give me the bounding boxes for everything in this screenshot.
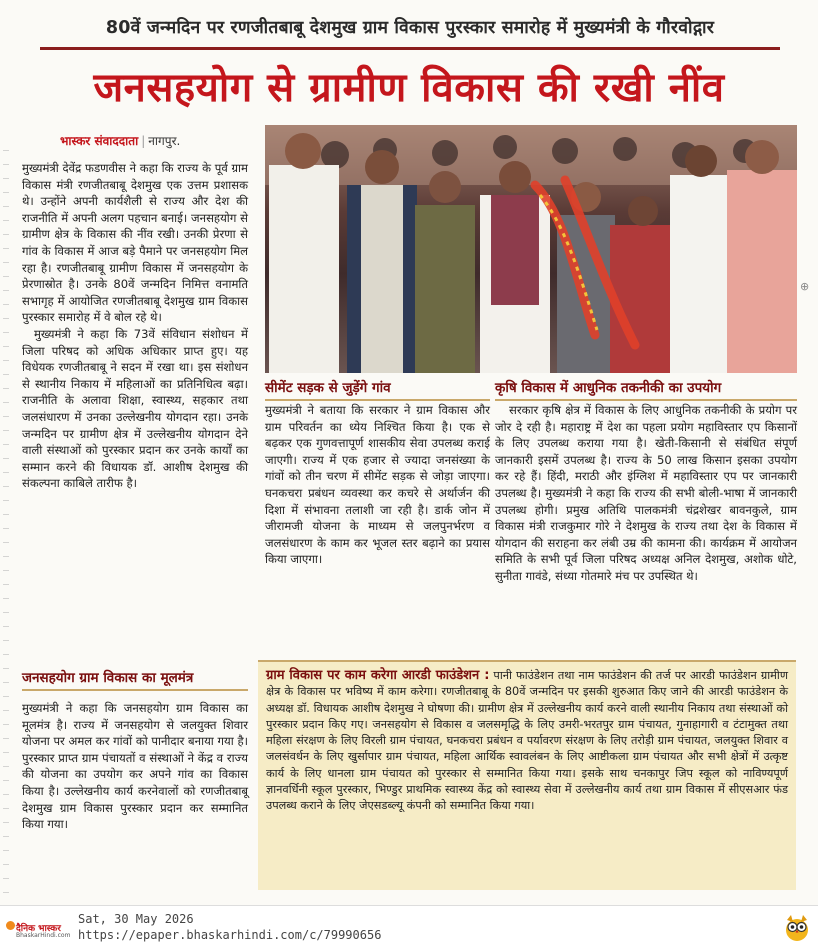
right-column (495, 402, 797, 585)
logo-text: दैनिक भास्कर (16, 924, 61, 934)
left-paragraph-3: मुख्यमंत्री ने कहा कि जनसहयोग ग्राम विकास का मूलमंत्र है। राज्य में जनसहयोग से जलयुक्त शिवार योजना पर अमल कर गांवों को पानीदार बनाया गया है। पुरस्कार प्राप्त ग्राम पंचायतों व संस्थाओं ने केंद्र व राज्य की योजना का उपयोग कर अपने गांव का विकास किया है। उल्लेखनीय कार्य करनेवालों को रणजीतबाबू देशमुख ग्राम विकास पुरस्कार प्रदान कर सम्मानित किया गया। (22, 701, 248, 832)
kicker-headline: 80वें जन्मदिन पर रणजीतबाबू देशमुख ग्राम विकास पुरस्कार समारोह में मुख्यमंत्री के गौरवोद्गार (40, 10, 780, 50)
left-subhead: जनसहयोग ग्राम विकास का मूलमंत्र (22, 668, 248, 691)
owl-icon[interactable] (784, 914, 810, 942)
logo-dot-icon (6, 921, 15, 930)
main-headline: जनसहयोग से ग्रामीण विकास की रखी नींव (93, 65, 725, 111)
byline (60, 132, 180, 149)
footer-meta (78, 911, 381, 943)
right-paragraph-1: सरकार कृषि क्षेत्र में विकास के लिए आधुनिक तकनीकी के प्रयोग पर जोर दे रही है। महाराष्ट्र में देश का पहला प्रयोग महाविस्तार एप किसानों के लिए उपलब्ध कराया गया है। खेती-किसानी से संबंधित संपूर्ण जानकारी इसमें उपलब्ध है। राज्य के 50 लाख किसान इसका उपयोग कर रहे हैं। हिंदी, मराठी और इंग्लिश में महाविस्तार एप पर जानकारी उपलब्ध है। मुख्यमंत्री ने कहा कि राज्य की सभी बोली-भाषा में जानकारी उपलब्ध होगी। प्रमुख अतिथि पालकमंत्री चंद्रशेखर बावनकुले, ग्राम विकास मंत्री राजकुमार गोरे ने देशमुख के राज्य तथा देश के विकास में योगदान की सराहना कर लंबी उम्र की कामना की। कार्यक्रम में आयोजन समिति के सभी पूर्व जिला परिषद अध्यक्ष अनिल देशमुख, अशोक धोटे, सुनीता गावंडे, संध्या गोतमारे मंच पर उपस्थित थे। (495, 403, 797, 583)
left-paragraph-1: मुख्यमंत्री देवेंद्र फडणवीस ने कहा कि राज्य के पूर्व ग्राम विकास मंत्री रणजीतबाबू देशमुख एक उत्तम प्रशासक थे। उन्होंने अपनी कार्यशैली से राज्य और देश की राजनीति में अपनी अलग पहचान बनाई। जनसहयोग से ग्रामीण क्षेत्र के विकास की नींव रखी। उनकी प्रेरणा से गांव के विकास में आज बड़े पैमाने पर जनसहयोग मिल रहा है। रणजीतबाबू ग्रामीण विकास में जनसहयोग के प्रेरणास्रोत है। उनके 80वें जन्मदिन निमित्त वनामति सभागृह में आयोजित रणजीतबाबू देशमुख ग्राम विकास पुरस्कार समारोह में वे बोल रहे थे। (22, 161, 248, 325)
left-paragraph-2: मुख्यमंत्री ने कहा कि 73वें संविधान संशोधन में जिला परिषद को अधिक अधिकार प्राप्त हुए। यह विधेयक रणजीतबाबू ने सदन में रखा था। इस संशोधन से स्थानीय निकाय में महिलाओं का प्रतिनिधित्व बढ़ा। राजनीति के अलावा शिक्षा, स्वास्थ्य, सहकार तथा जलसंधारण में उनका उल्लेखनीय योगदान रहा। उनके जन्मदिन पर ग्रामीण क्षेत्र में उल्लेखनीय योगदान देने वाली संस्थाओं को पुरस्कार प्रदान कर उनके कार्यों का सम्मान करने की विधायक डॉ. आशीष देशमुख की संकल्पना काबिले तारीफ है। (22, 326, 248, 491)
highlight-text: पानी फाउंडेशन तथा नाम फाउंडेशन की तर्ज पर आरडी फाउंडेशन ग्रामीण क्षेत्र के विकास पर भविष्य में काम करेगा। रणजीतबाबू के 80वें जन्मदिन पर इसकी शुरुआत किए जाने की आरडी फाउंडेशन के अध्यक्ष डॉ. विधायक आशीष देशमुख ने घोषणा की। ग्रामीण क्षेत्र में उल्लेखनीय कार्य करने वाली स्थानीय निकाय तथा संस्थाओं को पुरस्कार प्रदान किए गए। जनसहयोग से विकास व जलसमृद्धि के लिए उमरी-भरतपुर ग्राम पंचायत, गुनाहागारी व टंटामुक्त तथा महिला संरक्षण के लिए विरली ग्राम पंचायत, घनकचरा प्रबंधन व पर्यावरण संरक्षण के लिए तरोड़ी ग्राम पंचायत, जलयुक्त शिवार व जलसंवर्धन के लिए खुर्सापार ग्राम पंचायत, महिला आर्थिक स्वावलंबन के लिए आष्टीकला ग्राम पंचायत और सभी क्षेत्रों में उत्कृष्ट कार्य के लिए धानला ग्राम पंचायत को पुरस्कार से सम्मानित किया गया। इसके साथ चनकापुर जिप स्कूल को नाविण्यपूर्ण ज्ञानवर्धिनी स्कूल पुरस्कार, भिण्डुर प्राथमिक स्वास्थ्य केंद्र को स्वास्थ्य सेवा में उल्लेखनीय कार्य तथा ग्राम विकास में सीएसआर फंड उपलब्ध कराने के लिए जेएसडब्ल्यू कंपनी को सम्मानित किया गया। (266, 669, 788, 813)
photo-illustration (265, 125, 797, 373)
byline-author: भास्कर संवाददाता (60, 134, 139, 148)
middle-subhead: सीमेंट सड़क से जुड़ेंगे गांव (265, 378, 490, 401)
left-column (22, 160, 248, 492)
bhaskar-logo[interactable] (6, 913, 71, 941)
highlight-lead: ग्राम विकास पर काम करेगा आरडी फाउंडेशन : (266, 668, 490, 683)
byline-city: नागपुर. (148, 134, 181, 148)
left-column-lower (22, 700, 248, 833)
footer-bar (0, 905, 818, 946)
page-edge-marks (3, 150, 9, 910)
middle-paragraph-1: मुख्यमंत्री ने बताया कि सरकार ने ग्राम विकास और ग्राम परिवर्तन का ध्येय निश्चित किया है। एक से बढ़कर एक गुणवत्तापूर्ण शासकीय सेवा उपलब्ध कराई जाएगी। राज्य में एक हजार से ज्यादा जनसंख्या के गांवों को तीन चरण में सीमेंट सड़क से जोड़ा जाएगा। घनकचरा प्रबंधन व्यवस्था कर कचरे से अर्थार्जन की दिशा में संभावना तलाशी जा रही है। डार्क जोन में जीरामजी योजना के माध्यम से जलपुनर्भरण व जलसंधारण के काम कर भूजल स्तर बढ़ाने का प्रयास किया जाएगा। (265, 403, 490, 567)
footer-url[interactable]: https://epaper.bhaskarhindi.com/c/79990656 (78, 928, 382, 942)
middle-column (265, 402, 490, 568)
highlight-box (258, 660, 796, 890)
crosshair-icon: ⊕ (800, 280, 810, 293)
byline-separator: | (141, 134, 146, 148)
logo-subtext: BhaskarHindi.com (16, 932, 71, 939)
footer-date: Sat, 30 May 2026 (78, 912, 194, 926)
right-subhead: कृषि विकास में आधुनिक तकनीकी का उपयोग (495, 378, 797, 401)
event-photo (265, 125, 797, 373)
highlight-paragraph (266, 668, 788, 815)
